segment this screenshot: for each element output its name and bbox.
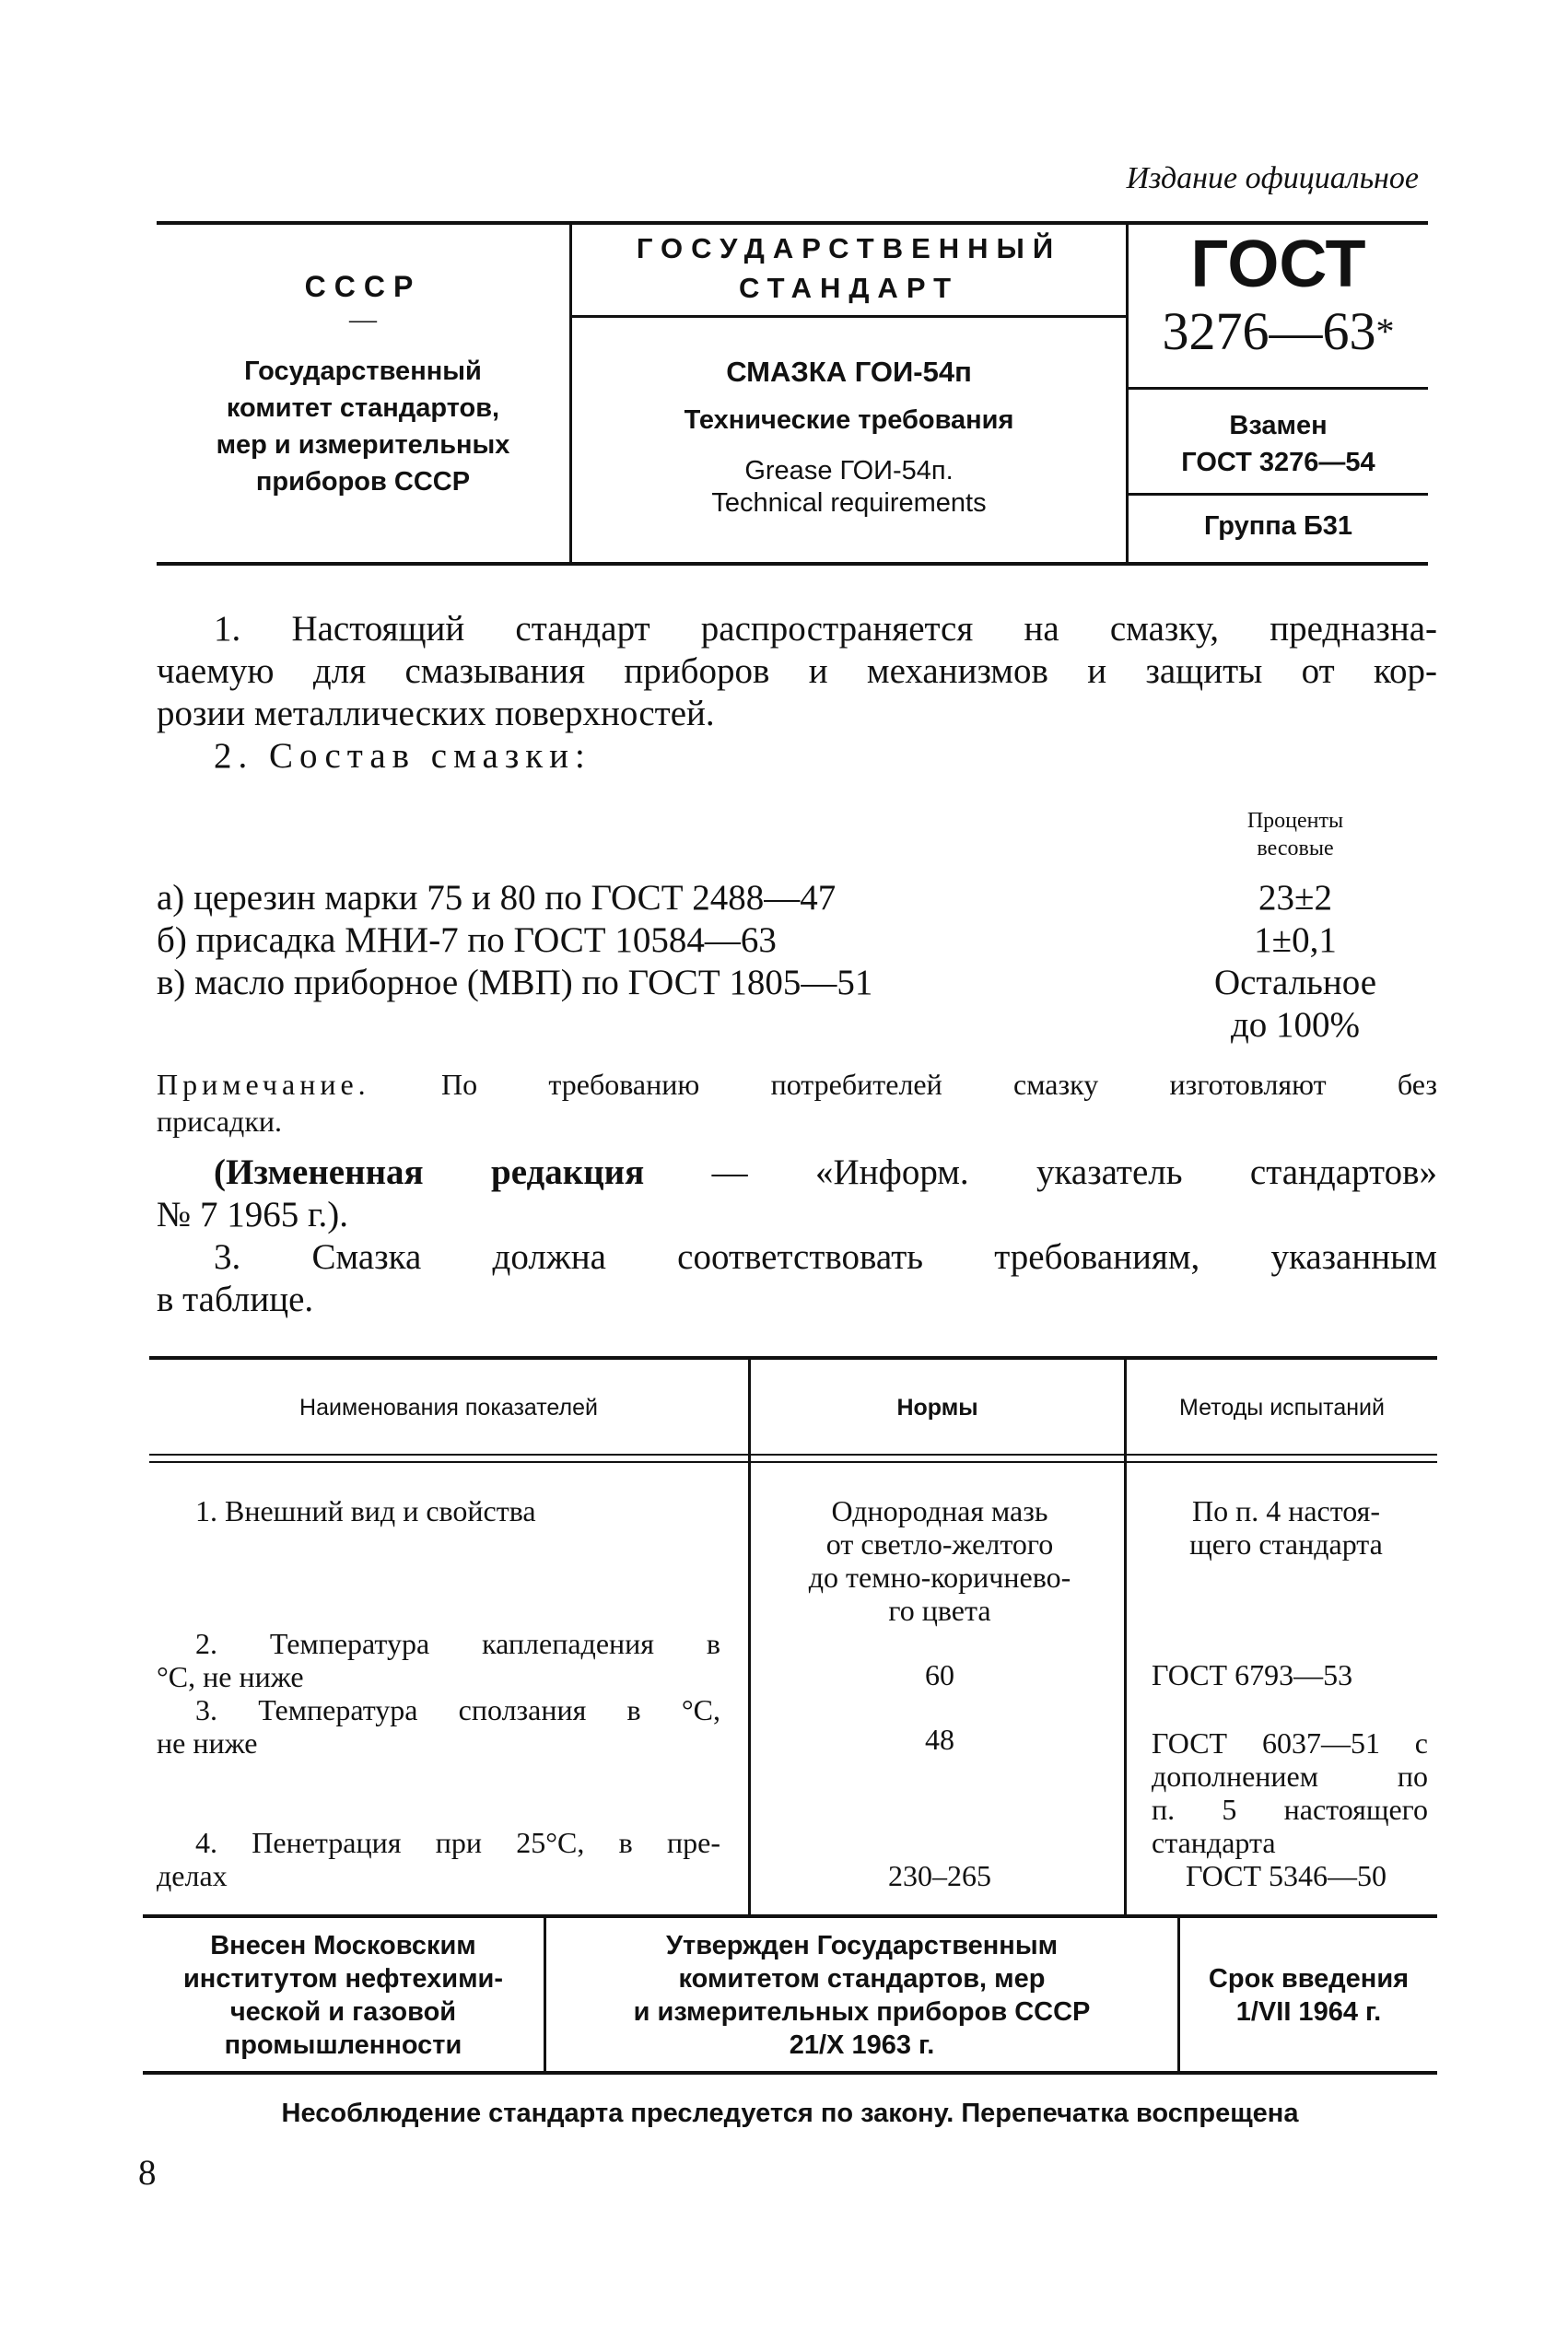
header-right-rule-1 (1129, 387, 1428, 390)
change-note (214, 1152, 1437, 1194)
header-title: СМАЗКА ГОИ-54п (726, 356, 972, 388)
edition-note: Издание официальное (1126, 161, 1419, 195)
table-header-methods: Методы испытаний (1179, 1395, 1385, 1421)
composition-header: Проценты весовые (1246, 809, 1344, 860)
note-text: По требованию потребителей смазку изготовляют без (440, 1068, 1438, 1101)
table-row-2-method: ГОСТ 6793—53 (1152, 1658, 1353, 1691)
gost-label: ГОСТ (1190, 228, 1366, 301)
header-subtitle: Технические требования (684, 405, 1014, 435)
gost-asterisk: * (1375, 310, 1395, 352)
table-row-4-norm: 230–265 (888, 1859, 991, 1892)
header-middle-rule (572, 315, 1126, 318)
table-row-4-name: 4. Пенетрация при 25°С, в пре- делах (157, 1826, 720, 1892)
header-standard-type: ГОСУДАРСТВЕННЫЙ СТАНДАРТ (636, 232, 1062, 304)
table-header-rule-2 (149, 1461, 1437, 1463)
gost-number (1129, 299, 1428, 364)
note-label: Примечание. (157, 1068, 370, 1101)
table-top-rule (149, 1356, 1437, 1360)
table-divider-1 (748, 1360, 751, 1914)
composition-item-label: в) (157, 963, 186, 1002)
composition-item-a (157, 877, 836, 918)
table-header-norms: Нормы (896, 1395, 978, 1421)
header-bottom-rule (157, 562, 1428, 566)
table-row-2-norm: 60 (925, 1658, 954, 1691)
composition-item-text: присадка МНИ-7 по ГОСТ 10584—63 (195, 920, 777, 960)
header-country: СССР (304, 270, 422, 303)
composition-item-text: церезин марки 75 и 80 по ГОСТ 2488—47 (193, 878, 837, 918)
table-row-1-name: 1. Внешний вид и свойства (195, 1494, 536, 1527)
footer-introduced: Внесен Московским институтом нефтехими- ческой и газовой промышленности (182, 1931, 504, 2060)
table-row-2-name: 2. Температура каплепадения в °С, не ниже (157, 1627, 720, 1693)
composition-value-a: 23±2 (1258, 878, 1332, 918)
composition-value-c: Остальное до 100% (1213, 963, 1377, 1045)
composition-item-c (157, 962, 872, 1003)
header-title-en: Grease ГОИ-54п. (744, 456, 954, 485)
paragraph-2: 2. Состав смазки: (214, 736, 591, 776)
table-row-1-method: По п. 4 настоя- щего стандарта (1189, 1494, 1383, 1561)
footer-effective: Срок введения 1/VII 1964 г. (1208, 1964, 1410, 2027)
group-label: Группа Б31 (1203, 511, 1353, 541)
composition-item-text: масло приборное (МВП) по ГОСТ 1805—51 (194, 963, 873, 1002)
footer-warning: Несоблюдение стандарта преследуется по закону. Перепечатка воспрещена (281, 2099, 1299, 2128)
table-divider-2 (1124, 1360, 1127, 1914)
composition-value-b: 1±0,1 (1254, 920, 1337, 960)
change-note-bold: (Измененная редакция (214, 1152, 645, 1192)
table-row-4-method: ГОСТ 5346—50 (1185, 1859, 1387, 1892)
note-continuation: присадки. (157, 1105, 282, 1138)
header-dash: — (349, 304, 377, 334)
header-top-rule (157, 221, 1428, 225)
table-row-3-name: 3. Температура сползания в °С, не ниже (157, 1693, 720, 1760)
change-note-line2: № 7 1965 г.). (157, 1195, 349, 1234)
replaces-note: Взамен ГОСТ 3276—54 (1181, 411, 1375, 477)
footer-approved: Утвержден Государственным комитетом стандартов, мер и измерительных приборов СССР 21/X 1963 г. (633, 1931, 1091, 2060)
table-header-names: Наименования показателей (299, 1395, 598, 1421)
table-row-3-method: ГОСТ 6037—51 с дополнением по п. 5 настоящего стандарта (1152, 1726, 1428, 1859)
gost-number-text: 3276—63 (1162, 301, 1376, 361)
footer-top-rule (143, 1914, 1437, 1918)
header-committee: Государственный комитет стандартов, мер и измерительных приборов СССР (216, 357, 510, 497)
table-row-1-norm: Однородная мазь от светло-желтого до темно-коричнево- го цвета (808, 1494, 1071, 1627)
paragraph-3: 3. Смазка должна соответствовать требованиям, указанным в таблице. (157, 1237, 1437, 1319)
footer-bottom-rule (143, 2071, 1437, 2075)
table-header-rule-1 (149, 1454, 1437, 1456)
change-note-rest: — «Информ. указатель стандартов» (711, 1152, 1437, 1192)
composition-item-label: а) (157, 878, 185, 918)
composition-item-b (157, 919, 777, 961)
header-right-rule-2 (1129, 493, 1428, 496)
page-number: 8 (138, 2153, 157, 2193)
note (157, 1066, 1437, 1140)
paragraph-1: 1. Настоящий стандарт распространяется на смазку, предназна- чаемую для смазывания приборов и механизмов и защиты от кор- розии металлических поверхностей. (157, 609, 1437, 733)
composition-item-label: б) (157, 920, 187, 960)
table-row-3-norm: 48 (925, 1723, 954, 1756)
header-subtitle-en: Technical requirements (711, 488, 987, 518)
